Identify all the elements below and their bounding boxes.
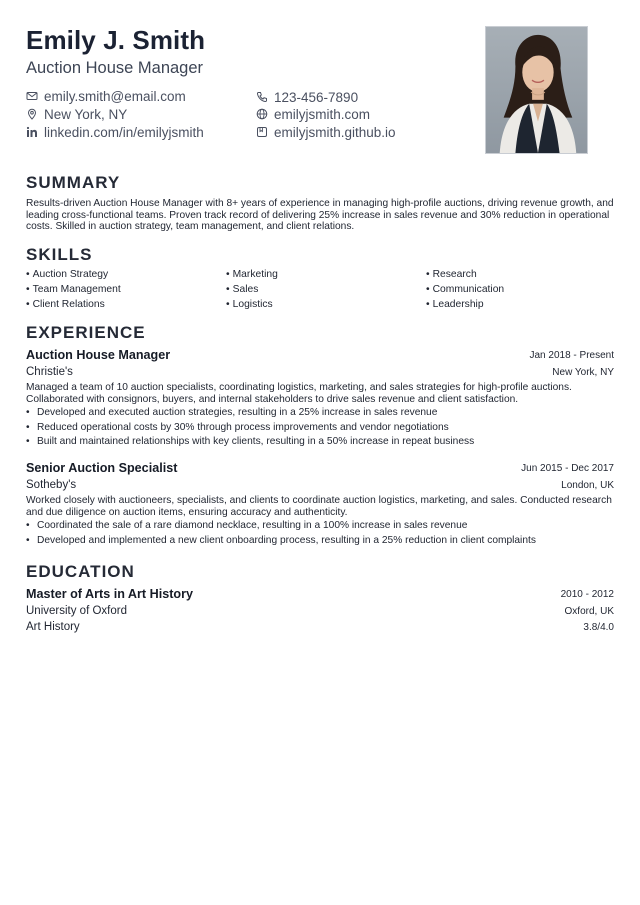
education-degree: Master of Arts in Art History	[26, 587, 194, 601]
job-company: Christie's	[26, 366, 73, 378]
job-description: Worked closely with auctioneers, specialists, and clients to coordinate auction logistics, marketing, and sales. Conducted research and due diligence on auction items, ensuring accuracy and authenticity.	[26, 495, 612, 518]
email-text: emily.smith@email.com	[44, 88, 186, 104]
skill-item: • Communication	[426, 284, 504, 295]
job-dates: Jan 2018 - Present	[529, 350, 614, 361]
achievement-item: • Coordinated the sale of a rare diamond necklace, resulting in a 100% increase in sales revenue	[26, 519, 614, 534]
phone-icon	[256, 91, 268, 103]
contact-phone[interactable]	[256, 88, 358, 106]
github-text: emilyjsmith.github.io	[274, 124, 396, 140]
achievement-item: • Built and maintained relationships with key clients, resulting in a 50% increase in repeat business	[26, 435, 614, 450]
education-dates: 2010 - 2012	[560, 589, 614, 600]
skills-heading: SKILLS	[26, 245, 93, 264]
education-location: Oxford, UK	[564, 606, 614, 617]
achievement-item: • Developed and executed auction strategies, resulting in a 25% increase in sales revenue	[26, 406, 614, 421]
education-heading: EDUCATION	[26, 562, 135, 581]
job-title: Auction House Manager	[26, 348, 171, 362]
experience-heading: EXPERIENCE	[26, 323, 146, 342]
job-title: Senior Auction Specialist	[26, 461, 178, 475]
skill-item: • Research	[426, 269, 477, 280]
candidate-name: Emily J. Smith	[26, 25, 206, 55]
github-icon	[256, 126, 268, 138]
job-location: London, UK	[561, 480, 614, 491]
skill-item: • Marketing	[226, 269, 278, 280]
achievement-item: • Reduced operational costs by 30% through process improvements and vendor negotiations	[26, 421, 614, 436]
skill-item: • Client Relations	[26, 299, 105, 310]
skill-item: • Team Management	[26, 284, 121, 295]
candidate-title: Auction House Manager	[26, 59, 204, 77]
contact-location	[26, 105, 127, 123]
job-description: Managed a team of 10 auction specialists, coordinating logistics, marketing, and sales strategies for high-profile auctions. Collaborated with consignors, buyers, and internal stakeholders to drive sales revenue and client satisfaction.	[26, 382, 572, 405]
contact-website[interactable]	[256, 105, 370, 123]
profile-photo	[485, 26, 588, 154]
job-company: Sotheby's	[26, 479, 77, 491]
linkedin-icon	[26, 126, 38, 138]
location-text: New York, NY	[44, 106, 128, 122]
education-school: University of Oxford	[26, 605, 127, 617]
job-dates: Jun 2015 - Dec 2017	[521, 463, 614, 474]
contact-github[interactable]	[256, 123, 396, 141]
summary-heading: SUMMARY	[26, 173, 121, 192]
summary-text: Results-driven Auction House Manager with 8+ years of experience in managing high-profile auctions, driving revenue growth, and leading cross-functional teams. Proven track record of delivering 25% increase in sales revenue and 30% reduction in operational costs. Skilled in auction strategy, team management, and client relations.	[26, 198, 614, 233]
website-text: emilyjsmith.com	[274, 106, 371, 122]
contact-info	[26, 87, 446, 147]
contact-email[interactable]	[26, 87, 186, 105]
education-field: Art History	[26, 621, 80, 633]
achievement-item: • Developed and implemented a new client onboarding process, resulting in a 25% reduction in client complaints	[26, 534, 614, 549]
contact-linkedin[interactable]	[26, 123, 204, 141]
resume-header	[26, 24, 466, 78]
job-achievements	[26, 406, 614, 450]
skill-item: • Logistics	[226, 299, 273, 310]
phone-text: 123-456-7890	[274, 89, 359, 105]
skill-item: • Leadership	[426, 299, 484, 310]
mail-icon	[26, 90, 38, 102]
linkedin-text: linkedin.com/in/emilyjsmith	[44, 124, 204, 140]
skill-item: • Auction Strategy	[26, 269, 108, 280]
job-achievements	[26, 519, 614, 548]
globe-icon	[256, 108, 268, 120]
education-gpa: 3.8/4.0	[583, 622, 614, 633]
job-location: New York, NY	[552, 367, 614, 378]
skill-item: • Sales	[226, 284, 258, 295]
location-pin-icon	[26, 108, 38, 120]
